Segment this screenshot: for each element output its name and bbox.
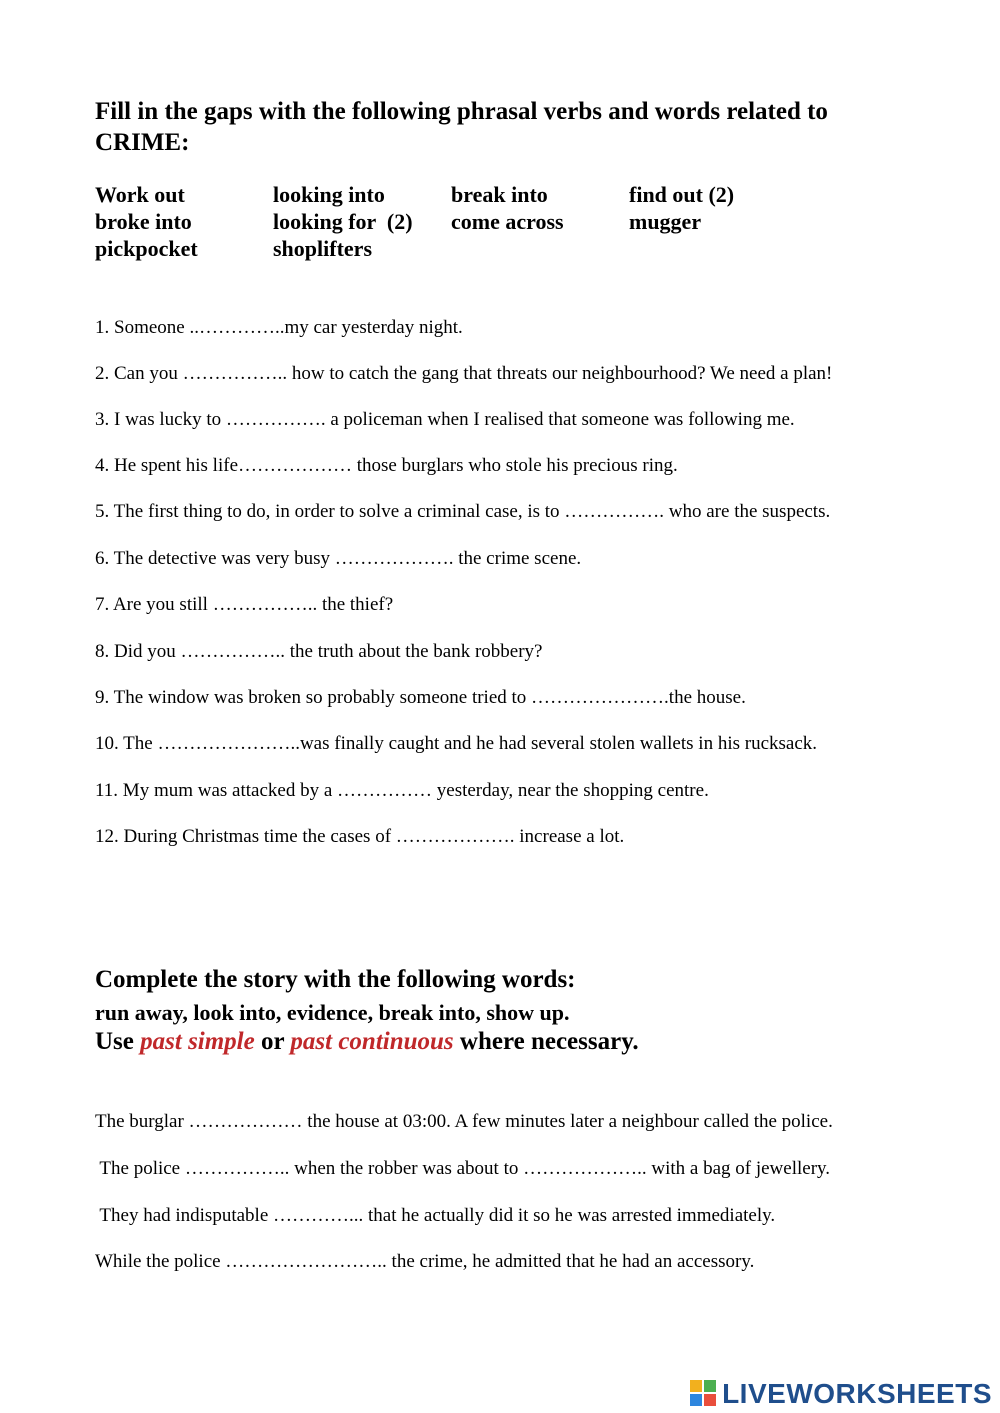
- story-line-4: While the police …………………….. the crime, he admitted that he had an accessory.: [95, 1251, 755, 1272]
- question-5: 5. The first thing to do, in order to solve a criminal case, is to ……………. who are the suspects.: [95, 501, 831, 522]
- story-line-1: The burglar ……………… the house at 03:00. A few minutes later a neighbour called the police.: [95, 1111, 833, 1132]
- question-11: 11. My mum was attacked by a …………… yesterday, near the shopping centre.: [95, 780, 709, 801]
- instr-use: Use: [95, 1028, 141, 1055]
- question-7: 7. Are you still …………….. the thief?: [95, 594, 394, 615]
- instr-end: where necessary.: [453, 1028, 639, 1055]
- question-9: 9. The window was broken so probably someone tried to ………………….the house.: [95, 687, 746, 708]
- section2-word-list: run away, look into, evidence, break into, show up.: [95, 1000, 570, 1025]
- word-bank: [95, 181, 835, 262]
- word-bank-item: broke into: [95, 209, 192, 234]
- tense-past-continuous: past continuous: [290, 1028, 454, 1055]
- word-bank-item: mugger: [629, 209, 702, 234]
- word-bank-item: looking for (2): [273, 209, 413, 234]
- liveworksheets-logo-icon: [690, 1380, 716, 1408]
- section2-instructions: [95, 1026, 955, 1057]
- word-bank-item: shoplifters: [273, 236, 372, 261]
- question-8: 8. Did you …………….. the truth about the bank robbery?: [95, 641, 543, 662]
- word-bank-item: come across: [451, 209, 564, 234]
- section1-heading-line1: Fill in the gaps with the following phrasal verbs and words related to: [95, 98, 828, 125]
- question-10: 10. The …………………..was finally caught and he had several stolen wallets in his rucksack.: [95, 733, 818, 754]
- word-bank-item: looking into: [273, 182, 385, 207]
- word-bank-item: find out (2): [629, 182, 735, 207]
- section1-heading-line2: CRIME:: [95, 129, 190, 156]
- question-3: 3. I was lucky to ……………. a policeman when I realised that someone was following me.: [95, 409, 795, 430]
- section2-heading: Complete the story with the following words:: [95, 966, 576, 993]
- section1-heading: [95, 96, 915, 158]
- question-6: 6. The detective was very busy ………………. the crime scene.: [95, 548, 582, 569]
- word-bank-row: [95, 208, 835, 235]
- liveworksheets-logo-text: LIVEWORKSHEETS: [722, 1378, 992, 1409]
- story-line-2: The police …………….. when the robber was about to ……………….. with a bag of jewellery.: [95, 1158, 831, 1179]
- question-2: 2. Can you …………….. how to catch the gang that threats our neighbourhood? We need a plan!: [95, 363, 833, 384]
- liveworksheets-logo: [690, 1378, 992, 1410]
- question-12: 12. During Christmas time the cases of ………………. increase a lot.: [95, 826, 625, 847]
- question-1: 1. Someone ..…………..my car yesterday night.: [95, 317, 463, 338]
- word-bank-item: break into: [451, 182, 548, 207]
- word-bank-item: Work out: [95, 182, 185, 207]
- question-4: 4. He spent his life……………… those burglars who stole his precious ring.: [95, 455, 678, 476]
- word-bank-row: [95, 181, 835, 208]
- tense-past-simple: past simple: [140, 1028, 255, 1055]
- word-bank-item: pickpocket: [95, 236, 198, 261]
- instr-or: or: [254, 1028, 291, 1055]
- story-line-3: They had indisputable …………... that he actually did it so he was arrested immediately.: [95, 1205, 776, 1226]
- word-bank-row: [95, 235, 835, 262]
